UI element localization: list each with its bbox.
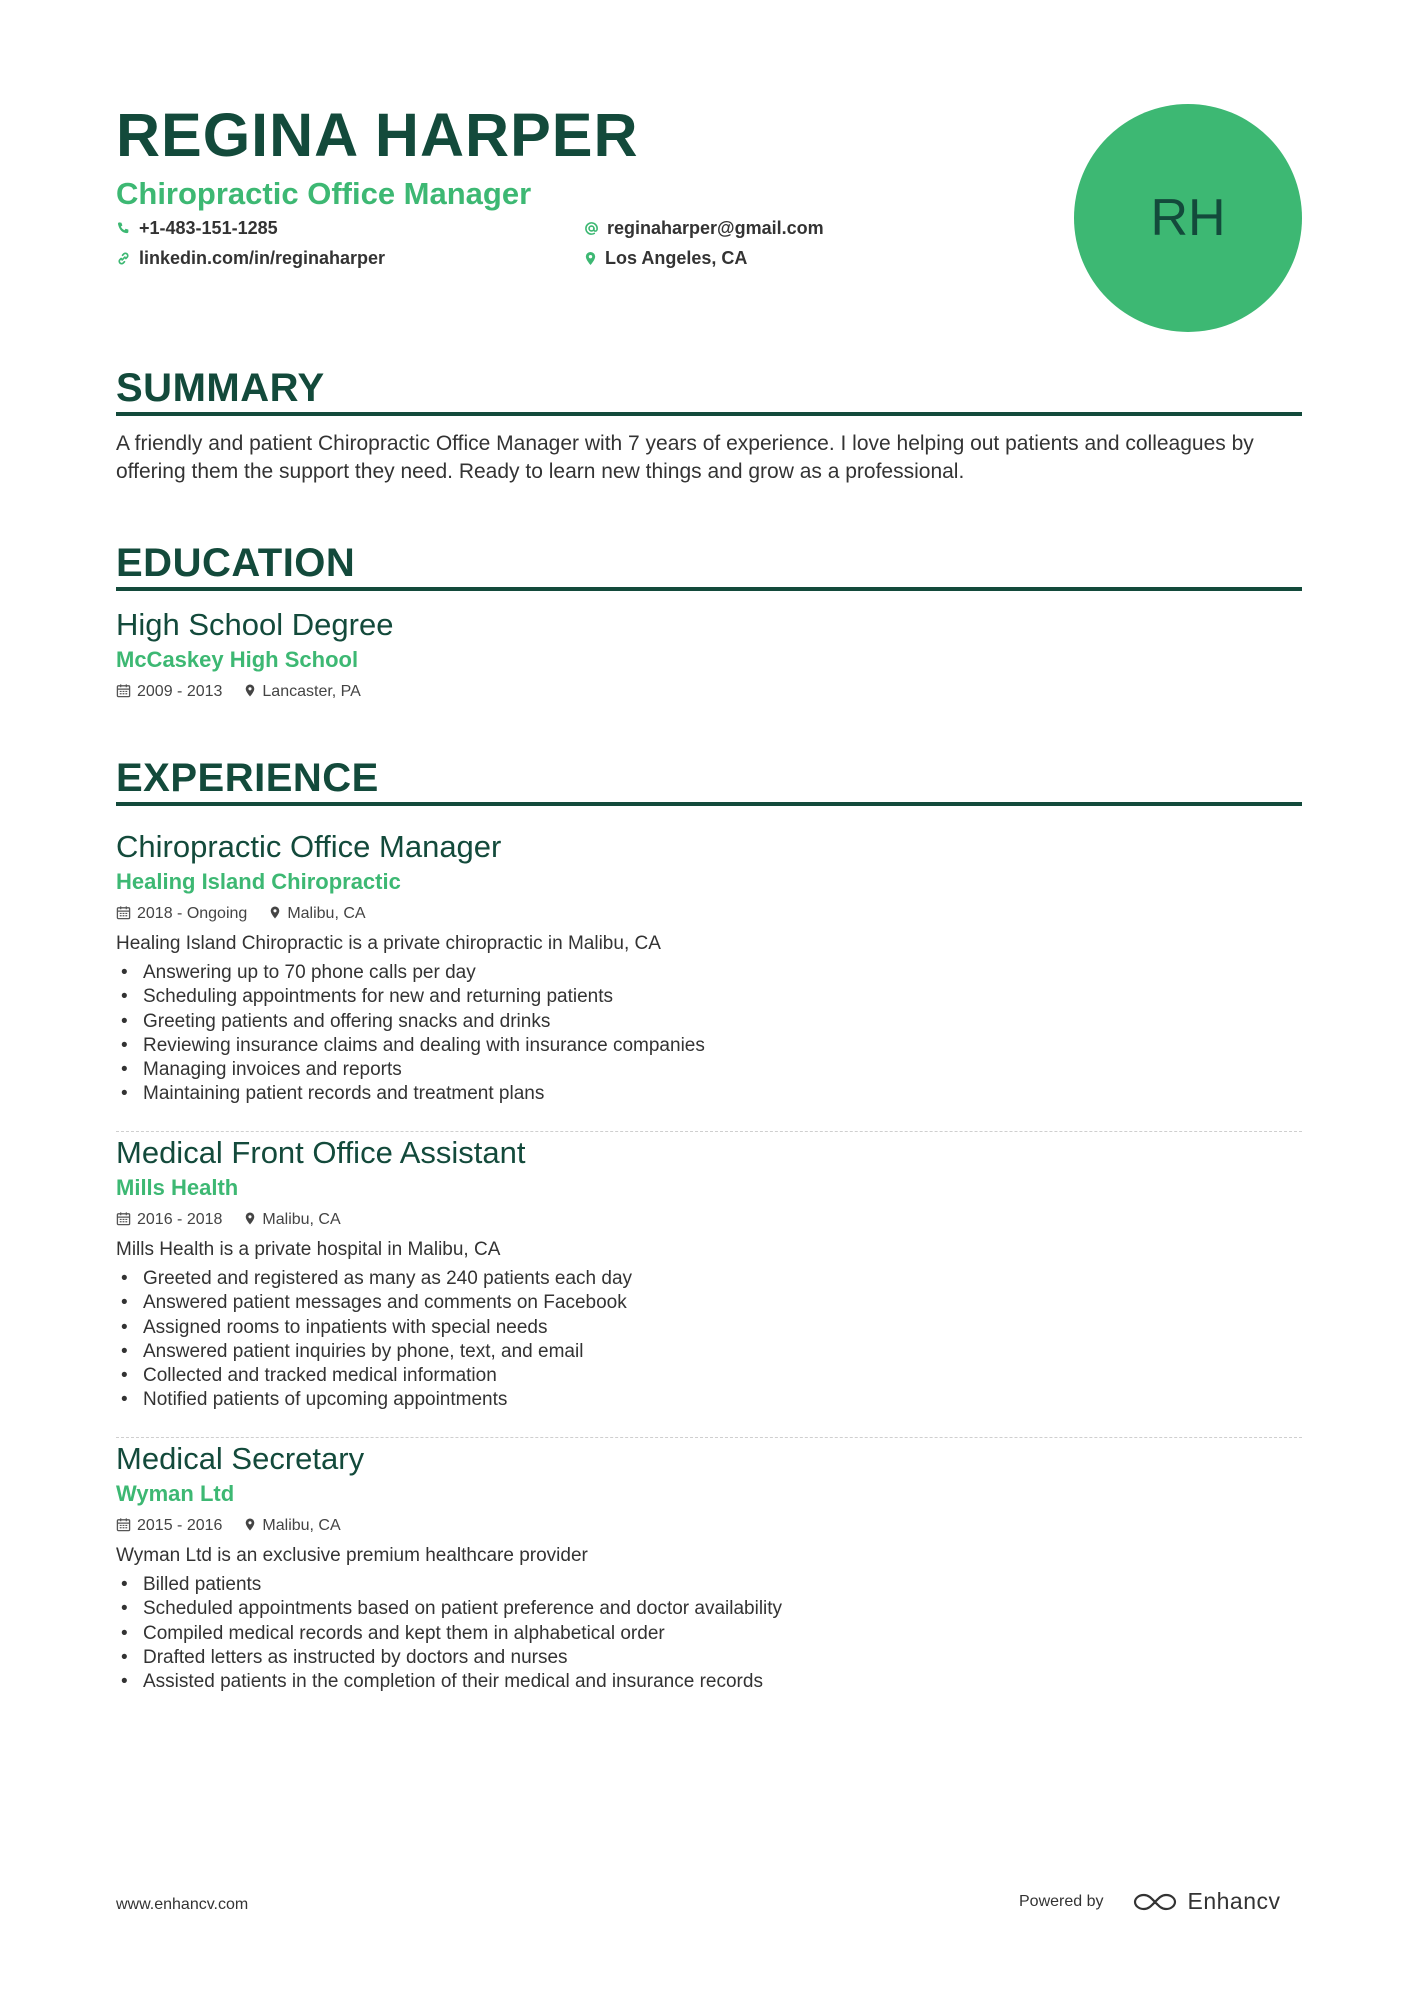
- location-text: Los Angeles, CA: [605, 248, 748, 268]
- list-item: • Compiled medical records and kept them in alphabetical order: [116, 1622, 1302, 1646]
- at-icon: [584, 221, 599, 236]
- job-location: Malibu, CA: [262, 1211, 341, 1228]
- experience-entry: [116, 1133, 1302, 1438]
- map-pin-icon: [244, 683, 256, 698]
- list-item: • Billed patients: [116, 1573, 1302, 1597]
- summary-section: [116, 364, 1302, 486]
- job-bullets: [116, 1267, 1302, 1413]
- list-item: • Greeting patients and offering snacks and drinks: [116, 1010, 1302, 1034]
- calendar-icon: [116, 1517, 131, 1532]
- contact-location: [584, 246, 747, 270]
- contact-linkedin[interactable]: [116, 246, 385, 270]
- list-item: • Reviewing insurance claims and dealing with insurance companies: [116, 1034, 1302, 1058]
- company-name: Wyman Ltd: [116, 1481, 235, 1506]
- education-location: Lancaster, PA: [262, 683, 361, 700]
- avatar-initials: RH: [1150, 189, 1226, 247]
- company-description: Mills Health is a private hospital in Malibu, CA: [116, 1239, 501, 1260]
- section-divider: [116, 802, 1302, 806]
- job-meta: [116, 903, 1302, 925]
- list-item: • Greeted and registered as many as 240 patients each day: [116, 1267, 1302, 1291]
- list-item: • Managing invoices and reports: [116, 1058, 1302, 1082]
- degree-title: High School Degree: [116, 607, 394, 642]
- section-divider: [116, 412, 1302, 416]
- entry-divider: [116, 1437, 1302, 1438]
- company-name: Healing Island Chiropractic: [116, 869, 401, 894]
- resume-header: [116, 0, 1302, 340]
- calendar-icon: [116, 905, 131, 920]
- candidate-title: Chiropractic Office Manager: [116, 176, 532, 211]
- enhancv-logo-icon: [1132, 1891, 1178, 1913]
- list-item: • Scheduling appointments for new and returning patients: [116, 985, 1302, 1009]
- resume-page: [116, 0, 1302, 1693]
- job-title: Medical Front Office Assistant: [116, 1135, 526, 1170]
- job-dates: 2016 - 2018: [137, 1211, 223, 1228]
- map-pin-icon: [244, 1211, 256, 1226]
- experience-entry: [116, 1439, 1302, 1694]
- avatar: [1074, 104, 1302, 332]
- contact-email[interactable]: [584, 216, 824, 240]
- job-meta: [116, 1209, 1302, 1231]
- job-title: Chiropractic Office Manager: [116, 829, 502, 864]
- job-bullets: [116, 961, 1302, 1107]
- company-description: Wyman Ltd is an exclusive premium healthcare provider: [116, 1545, 588, 1566]
- candidate-name: REGINA HARPER: [116, 101, 639, 169]
- list-item: • Assigned rooms to inpatients with special needs: [116, 1316, 1302, 1340]
- list-item: • Answering up to 70 phone calls per day: [116, 961, 1302, 985]
- section-divider: [116, 587, 1302, 591]
- list-item: • Maintaining patient records and treatment plans: [116, 1082, 1302, 1106]
- list-item: • Answered patient messages and comments on Facebook: [116, 1291, 1302, 1315]
- calendar-icon: [116, 683, 131, 698]
- linkedin-text[interactable]: linkedin.com/in/reginaharper: [139, 248, 386, 268]
- phone-icon: [116, 221, 131, 236]
- powered-by-label: Powered by: [1019, 1892, 1104, 1910]
- link-icon: [116, 251, 131, 266]
- list-item: • Assisted patients in the completion of their medical and insurance records: [116, 1670, 1302, 1694]
- map-pin-icon: [269, 905, 281, 920]
- experience-section: [116, 754, 1302, 806]
- job-dates: 2015 - 2016: [137, 1517, 223, 1534]
- experience-heading: EXPERIENCE: [116, 756, 379, 800]
- list-item: • Answered patient inquiries by phone, text, and email: [116, 1340, 1302, 1364]
- email-text[interactable]: reginaharper@gmail.com: [607, 218, 824, 238]
- list-item: • Collected and tracked medical information: [116, 1364, 1302, 1388]
- education-meta: [116, 681, 1302, 703]
- education-heading: EDUCATION: [116, 541, 356, 585]
- summary-text: A friendly and patient Chiropractic Office Manager with 7 years of experience. I love helping out patients and colleagues by offering them the support they need. Ready to learn new things and grow as a professional.: [116, 432, 1254, 483]
- map-pin-icon: [244, 1517, 256, 1532]
- map-pin-icon: [584, 251, 597, 266]
- contact-phone: [116, 216, 278, 240]
- education-dates: 2009 - 2013: [137, 683, 223, 700]
- entry-divider: [116, 1131, 1302, 1132]
- job-bullets: [116, 1573, 1302, 1694]
- summary-heading: SUMMARY: [116, 366, 325, 410]
- experience-entry: [116, 827, 1302, 1132]
- job-location: Malibu, CA: [287, 905, 366, 922]
- footer-website[interactable]: www.enhancv.com: [116, 1896, 249, 1913]
- school-name: McCaskey High School: [116, 647, 359, 672]
- education-section: [116, 539, 1302, 703]
- job-title: Medical Secretary: [116, 1441, 365, 1476]
- list-item: • Drafted letters as instructed by doctors and nurses: [116, 1646, 1302, 1670]
- company-name: Mills Health: [116, 1175, 239, 1200]
- job-meta: [116, 1515, 1302, 1537]
- phone-text: +1-483-151-1285: [139, 218, 278, 238]
- calendar-icon: [116, 1211, 131, 1226]
- list-item: • Scheduled appointments based on patient preference and doctor availability: [116, 1597, 1302, 1621]
- brand-name: Enhancv: [1187, 1888, 1281, 1914]
- list-item: • Notified patients of upcoming appointments: [116, 1388, 1302, 1412]
- education-entry: [116, 605, 1302, 703]
- job-location: Malibu, CA: [262, 1517, 341, 1534]
- job-dates: 2018 - Ongoing: [137, 905, 248, 922]
- footer-branding: [1019, 1888, 1281, 1915]
- company-description: Healing Island Chiropractic is a private chiropractic in Malibu, CA: [116, 933, 661, 954]
